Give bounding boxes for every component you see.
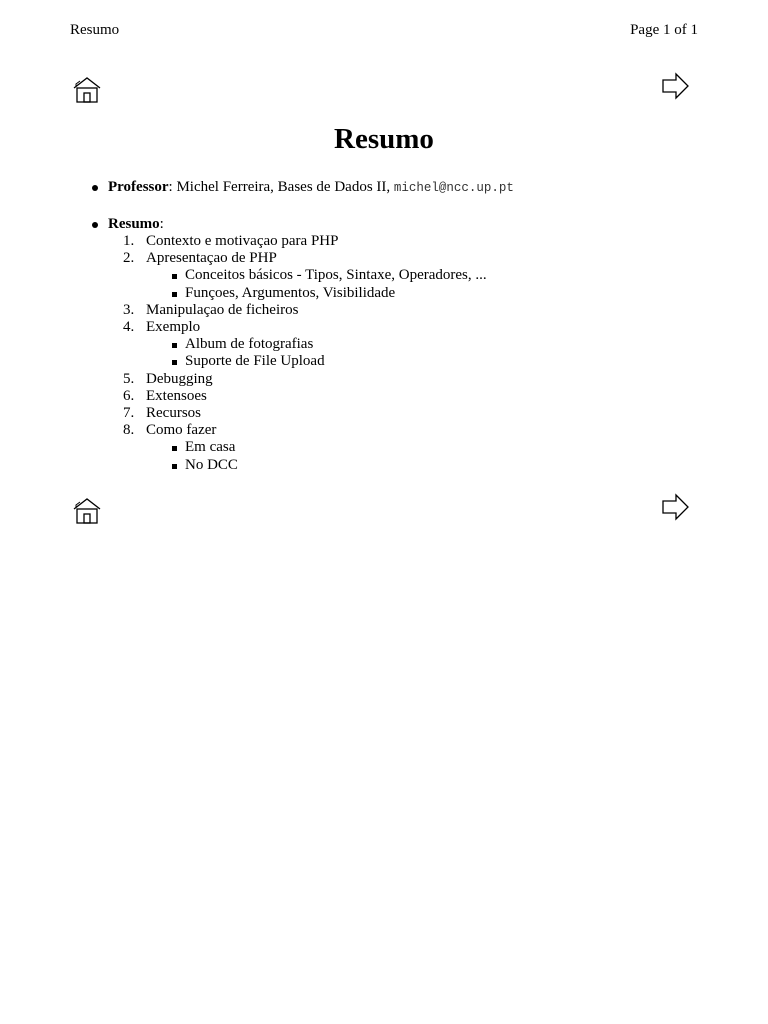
subtopic-item [146,267,768,284]
topic-number: 4. [123,319,135,336]
page-title: Resumo [334,123,434,155]
subtopics-list [146,267,768,301]
square-bullet-icon [172,446,177,451]
professor-label: Professor [108,179,169,195]
subtopics-list [146,439,768,473]
square-bullet-icon [172,292,177,297]
professor-text: Michel Ferreira, Bases de Dados II, [172,179,394,195]
subtopics-list [146,336,768,370]
topic-number: 6. [123,387,135,404]
professor-email: michel@ncc.up.pt [393,181,514,195]
subtopic-item [146,439,768,456]
subtopic-text: Suporte de File Upload [185,353,325,370]
topic-number: 3. [123,301,135,318]
topic-item [108,319,768,371]
subtopic-text: Funçoes, Argumentos, Visibilidade [185,284,396,301]
square-bullet-icon [172,343,177,348]
topic-text: Contexto e motivaçao para PHP [146,233,339,249]
bullet-icon [92,185,98,191]
topic-number: 5. [123,370,135,387]
topic-text: Apresentaçao de PHP [146,250,277,267]
topic-text: Como fazer [146,422,217,439]
topic-item [108,302,768,319]
subtopic-text: No DCC [185,456,238,473]
subtopic-text: Album de fotografias [185,336,314,353]
subtopic-item [146,285,768,302]
home-icon[interactable] [72,497,102,527]
topic-item [108,388,768,405]
topic-number: 1. [123,233,135,249]
topic-item [108,422,768,474]
arrow-right-icon[interactable] [660,71,690,101]
home-icon[interactable] [72,76,102,106]
subtopic-text: Conceitos básicos - Tipos, Sintaxe, Operadores, ... [185,267,487,284]
subtopic-item [146,336,768,353]
summary-list [0,179,768,474]
topic-text: Manipulaçao de ficheiros [146,301,299,318]
topic-number: 2. [123,250,135,267]
professor-colon: : [168,179,173,195]
subtopic-item [146,457,768,474]
topic-item [108,405,768,422]
topic-item [108,250,768,302]
subtopic-item [146,353,768,370]
page-header-title: Resumo [70,22,120,38]
list-item-professor [0,179,768,197]
topic-number: 8. [123,422,135,439]
bullet-icon [92,222,98,228]
arrow-right-icon[interactable] [660,492,690,522]
list-item-resumo [0,216,768,474]
topic-item [108,233,768,250]
topic-text: Recursos [146,405,201,422]
resumo-label: Resumo [108,216,160,232]
square-bullet-icon [172,360,177,365]
topic-text: Exemplo [146,319,201,336]
topic-text: Extensoes [146,387,207,404]
topics-list [108,233,768,474]
topic-item [108,371,768,388]
square-bullet-icon [172,464,177,469]
topic-number: 7. [123,405,135,422]
square-bullet-icon [172,274,177,279]
topic-text: Debugging [146,370,213,387]
main-content [0,176,768,474]
resumo-colon: : [159,216,164,232]
subtopic-text: Em casa [185,439,236,456]
page-indicator: Page 1 of 1 [630,22,698,38]
